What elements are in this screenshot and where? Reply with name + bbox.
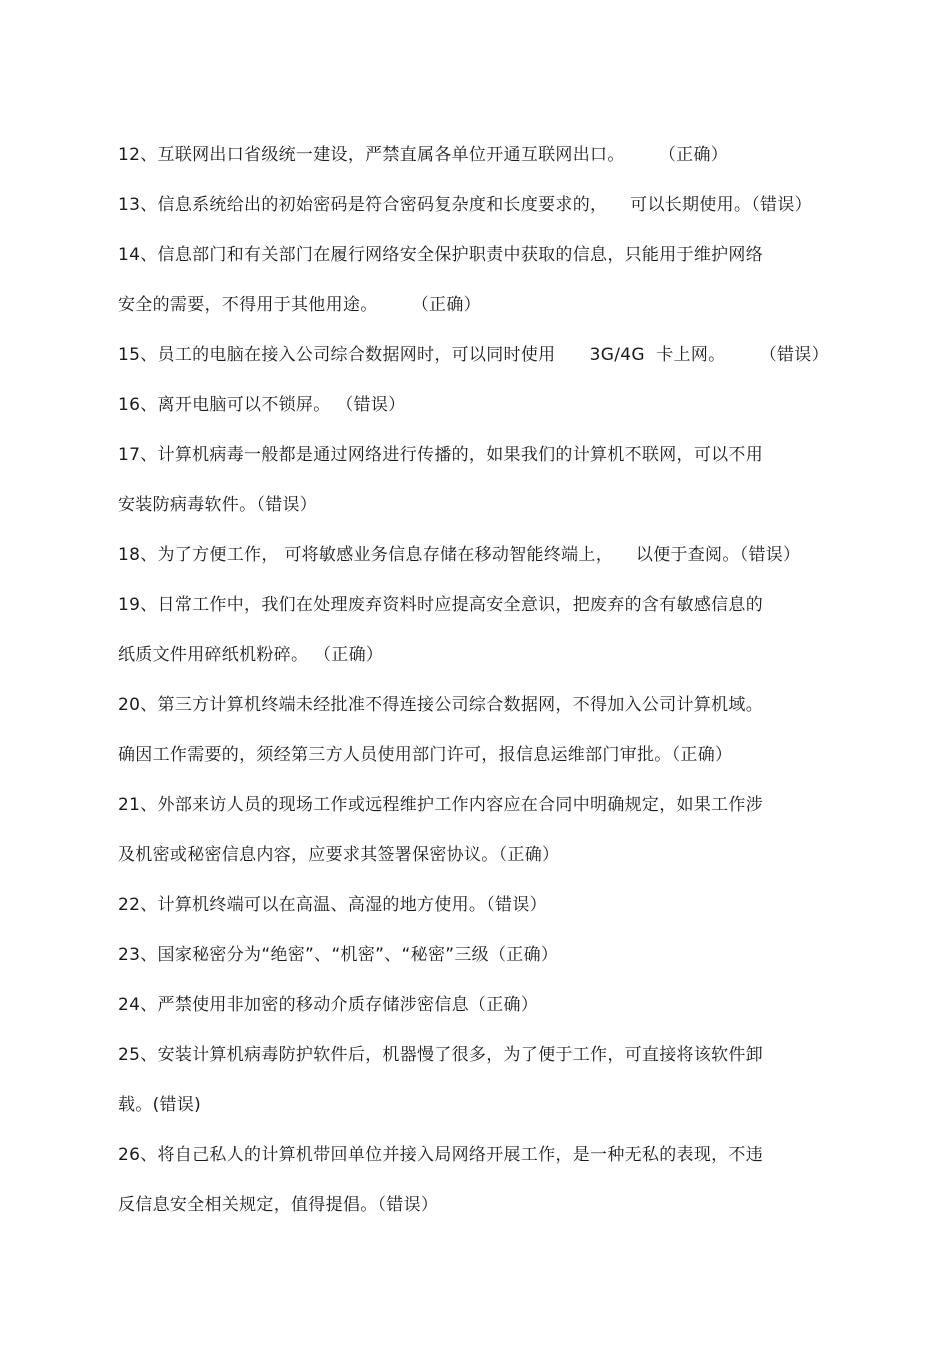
text-line: 及机密或秘密信息内容，应要求其签署保密协议。（正确） bbox=[118, 845, 560, 865]
text-line: 23、国家秘密分为“绝密”、“机密”、“秘密”三级（正确） bbox=[118, 945, 559, 965]
text-line: 21、外部来访人员的现场工作或远程维护工作内容应在合同中明确规定，如果工作涉 bbox=[118, 795, 764, 815]
text-line: 24、严禁使用非加密的移动介质存储涉密信息（正确） bbox=[118, 995, 539, 1015]
text-line: 纸质文件用碎纸机粉碎。 （正确） bbox=[118, 645, 384, 665]
text-line: 20、第三方计算机终端未经批准不得连接公司综合数据网，不得加入公司计算机域。 bbox=[118, 695, 764, 715]
text-line: 14、信息部门和有关部门在履行网络安全保护职责中获取的信息，只能用于维护网络 bbox=[118, 245, 764, 265]
text-line: 19、日常工作中，我们在处理废弃资料时应提高安全意识，把废弃的含有敏感信息的 bbox=[118, 595, 764, 615]
text-line: 22、计算机终端可以在高温、高湿的地方使用。（错误） bbox=[118, 895, 547, 915]
text-line: 确因工作需要的，须经第三方人员使用部门许可，报信息运维部门审批。（正确） bbox=[118, 745, 733, 765]
text-line: 13、信息系统给出的初始密码是符合密码复杂度和长度要求的， 可以长期使用。（错误） bbox=[118, 195, 812, 215]
text-line: 26、将自己私人的计算机带回单位并接入局网络开展工作，是一种无私的表现，不违 bbox=[118, 1145, 764, 1165]
text-line: 安全的需要，不得用于其他用途。 （正确） bbox=[118, 295, 481, 315]
text-line: 反信息安全相关规定，值得提倡。（错误） bbox=[118, 1195, 439, 1215]
text-line: 16、离开电脑可以不锁屏。 （错误） bbox=[118, 395, 406, 415]
text-line: 载。(错误) bbox=[118, 1095, 202, 1115]
text-line: 25、安装计算机病毒防护软件后，机器慢了很多，为了便于工作，可直接将该软件卸 bbox=[118, 1045, 764, 1065]
text-line: 12、互联网出口省级统一建设，严禁直属各单位开通互联网出口。 （正确） bbox=[118, 145, 729, 165]
text-line: 安装防病毒软件。（错误） bbox=[118, 495, 318, 515]
text-line: 17、计算机病毒一般都是通过网络进行传播的，如果我们的计算机不联网，可以不用 bbox=[118, 445, 764, 465]
text-line: 18、为了方便工作， 可将敏感业务信息存储在移动智能终端上， 以便于查阅。（错误） bbox=[118, 545, 801, 565]
text-line: 15、员工的电脑在接入公司综合数据网时，可以同时使用 3G/4G 卡上网。 （错误） bbox=[118, 345, 829, 365]
